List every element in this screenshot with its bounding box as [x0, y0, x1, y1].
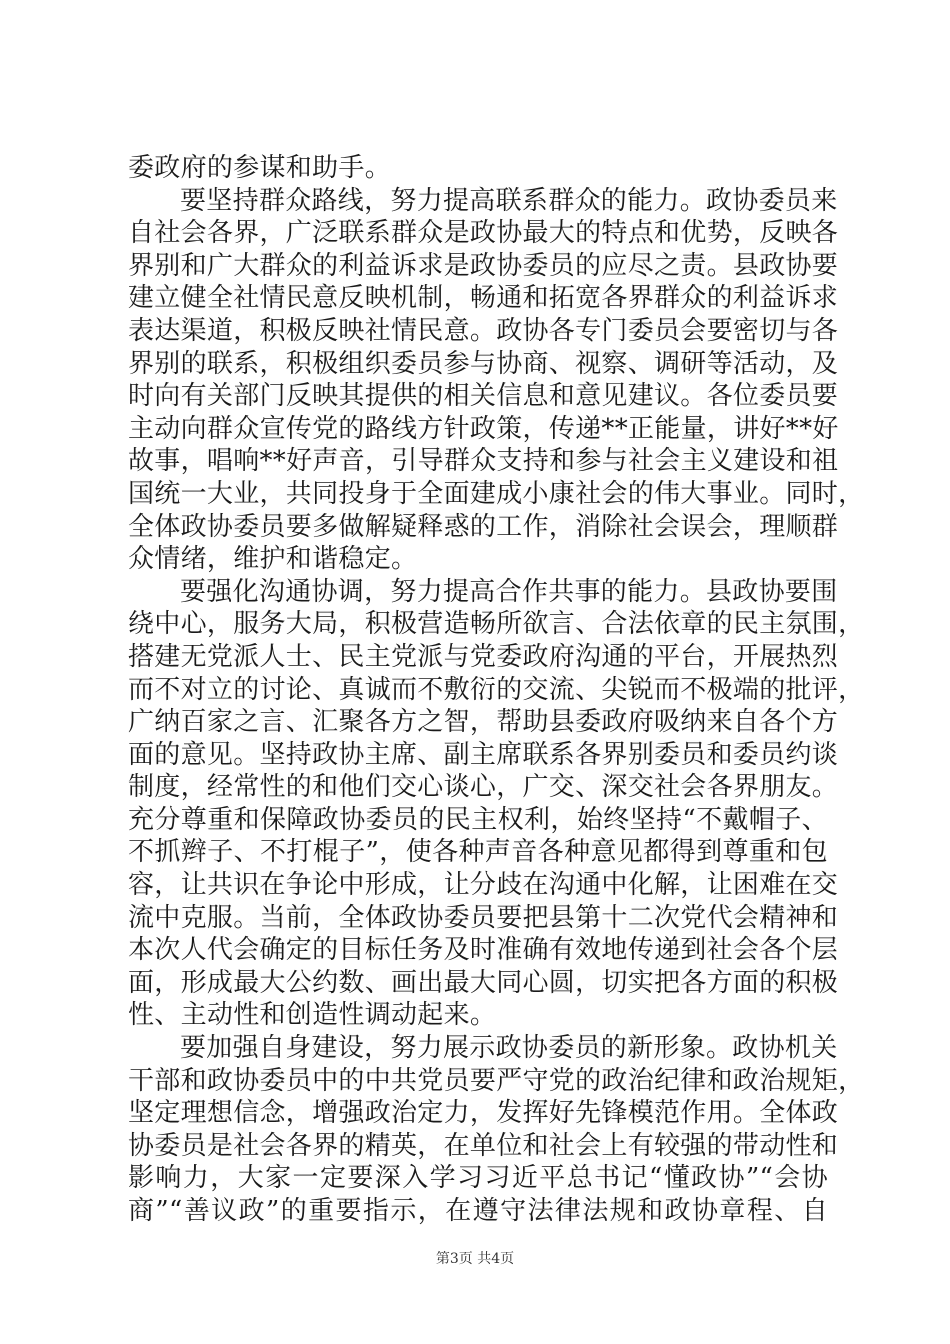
text-line: 干部和政协委员中的中共党员要严守党的政治纪律和政治规矩，	[128, 1065, 865, 1096]
text-line: 不抓辫子、不打棍子”，使各种声音各种意见都得到尊重和包	[128, 837, 828, 868]
text-line: 而不对立的讨论、真诚而不敷衍的交流、尖锐而不极端的批评，	[128, 674, 865, 705]
text-line: 面的意见。坚持政协主席、副主席联系各界别委员和委员约谈	[128, 739, 839, 770]
text-line: 建立健全社情民意反映机制，畅通和拓宽各界群众的利益诉求	[128, 283, 839, 314]
text-line: 表达渠道，积极反映社情民意。政协各专门委员会要密切与各	[128, 315, 839, 346]
text-line: 制度，经常性的和他们交心谈心，广交、深交社会各界朋友。	[128, 772, 839, 803]
text-line: 要强化沟通协调，努力提高合作共事的能力。县政协要围	[180, 576, 838, 607]
text-line: 协委员是社会各界的精英，在单位和社会上有较强的带动性和	[128, 1130, 839, 1161]
text-line: 故事，唱响**好声音，引导群众支持和参与社会主义建设和祖	[128, 446, 839, 477]
text-line: 坚定理想信念，增强政治定力，发挥好先锋模范作用。全体政	[128, 1098, 839, 1129]
page-number-footer: 第3页 共4页	[435, 1251, 515, 1267]
text-line: 众情绪，维护和谐稳定。	[128, 544, 418, 575]
text-line: 界别的联系，积极组织委员参与协商、视察、调研等活动，及	[128, 348, 839, 379]
text-line: 要坚持群众路线，努力提高联系群众的能力。政协委员来	[180, 185, 838, 216]
text-line: 充分尊重和保障政协委员的民主权利，始终坚持“不戴帽子、	[128, 804, 828, 835]
text-line: 本次人代会确定的目标任务及时准确有效地传递到社会各个层	[128, 935, 839, 966]
text-line: 自社会各界，广泛联系群众是政协最大的特点和优势，反映各	[128, 218, 839, 249]
text-line: 委政府的参谋和助手。	[128, 153, 392, 183]
text-line: 主动向群众宣传党的路线方针政策，传递**正能量，讲好**好	[128, 413, 839, 444]
text-line: 要加强自身建设，努力展示政协委员的新形象。政协机关	[180, 1033, 838, 1064]
text-line: 全体政协委员要多做解疑释惑的工作，消除社会误会，理顺群	[128, 511, 839, 542]
text-line: 界别和广大群众的利益诉求是政协委员的应尽之责。县政协要	[128, 250, 839, 281]
text-line: 流中克服。当前，全体政协委员要把县第十二次党代会精神和	[128, 902, 839, 933]
text-line: 性、主动性和创造性调动起来。	[128, 1000, 497, 1031]
text-line: 商”“善议政”的重要指示，在遵守法律法规和政协章程、自	[128, 1196, 828, 1226]
text-line: 容，让共识在争论中形成，让分歧在沟通中化解，让困难在交	[128, 870, 839, 901]
text-line: 时向有关部门反映其提供的相关信息和意见建议。各位委员要	[128, 381, 839, 412]
text-line: 搭建无党派人士、民主党派与党委政府沟通的平台，开展热烈	[128, 641, 839, 672]
document-body	[128, 152, 865, 1228]
text-line: 广纳百家之言、汇聚各方之智，帮助县委政府吸纳来自各个方	[128, 707, 839, 738]
text-line: 国统一大业，共同投身于全面建成小康社会的伟大事业。同时，	[128, 478, 865, 509]
text-line: 影响力，大家一定要深入学习习近平总书记“懂政协”“会协	[128, 1163, 828, 1194]
text-line: 面，形成最大公约数、画出最大同心圆，切实把各方面的积极	[128, 967, 839, 998]
text-line: 绕中心，服务大局，积极营造畅所欲言、合法依章的民主氛围，	[128, 609, 865, 640]
